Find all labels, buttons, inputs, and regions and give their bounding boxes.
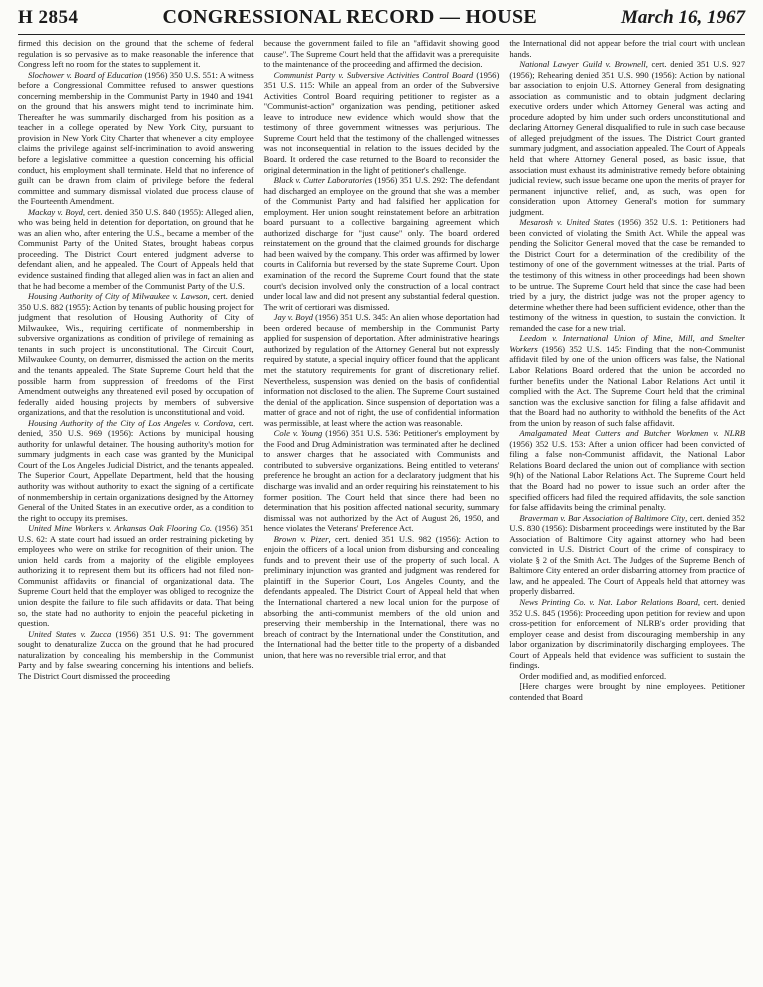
paragraph-text: , cert. denied 352 U.S. 845 (1956): Proceeding upon petition for review and upon cross-petition for enforcement of NLRB's order providing that employer cease and desist from discouraging membership in any labor organization by discriminatorily discharging employees. The Court of Appeals held that evidence was sufficient to sustain the findings. [509,596,745,671]
case-name: Housing Authority of the City of Los Angeles v. Cordova [28,417,234,428]
paragraph-text: (1956) 351 U.S. 62: A state court had issued an order restraining picketing by employees who were on strike for recognition of their union. The union held cards from a majority of the eligible employees authorizing it to represent them but its officers had not filed non-Communist affidavits or financial of organizational data. The Supreme Court held that the employer was obliged to recognize the union despite the failure to file such affidavits or data. That being so, the state had no authority to enjoin the peaceful picketing in question. [18,523,254,629]
paragraph [509,59,745,217]
paragraph-text: , cert. denied 352 U.S. 830 (1956): Disbarment proceedings were instituted by the Bar Association of Baltimore City against attorney who had been convicted in U.S. District Court of the crime of conspiracy to violate § 2 of the Smith Act. The Judges of the Supreme Bench of Baltimore City entered an order disbarring attorney from practice of law, and he appealed. The Court of Appeals held that attorney was properly disbarred. [509,512,745,597]
paragraph-text: (1956) 351 U.S. 536: Petitioner's employment by the Food and Drug Administration was terminated after he declined to answer charges that he associated with Communists and contributed to subversive organizations. Being entitled to veterans' preference he brought an action for a declaratory judgment that his discharge was invalid and an order requiring his reinstatement to his former position. The Court held that since there had been no determination that his position affected national security, summary dismissal was not authorized by the Act of August 26, 1950, and hence violates the Veterans' Preference Act. [263,428,500,534]
case-name: United States v. Zucca [28,628,112,639]
page-header [18,6,745,35]
paragraph-text: (1956) 352 U.S. 145: Finding that the non-Communist affidavit filed by one of the union officers was false, the National Labor Relations Board ordered that the union be accorded no further benefits under the National Labor Relations Act until it complied with the Act. The Supreme Court held that the criminal sanction was the exclusive sanction for filing a false affidavit and that the Board had no authority to withhold the benefits of the Act from the union by reason of such false affidavit. [509,343,745,428]
case-name: Leedom v. International Union of Mine, Mill, and Smelter Workers [509,333,745,354]
page-number: H 2854 [18,7,79,28]
paragraph [264,312,500,428]
paragraph-text: (1956) 352 U.S. 153: After a union officer had been convicted of filing a false non-Communist affidavit, the National Labor Relations Board declared the union out of compliance with section 9(h) of the National Labor Relations Act. The Supreme Court held that the Board had no power to issue such an order after the specified officers had filed the required affidavits, the sole sanction for false affidavits being the criminal penalty. [509,438,745,513]
case-name: Brown v. Pizer [273,533,329,544]
paragraph-text: the International did not appear before the trial court with unclean hands. [509,38,745,59]
paragraph-text: , cert. denied, 350 U.S. 969 (1956): Actions by municipal housing authority for unlawful detainer. The housing authority's motion for summary judgments in each case was granted by the Municipal Court of the Los Angeles Judicial District, and the tenants appealed. The Superior Court, Appellate Department, held that the housing authority was without authority to exact the signing of a certificate of nonmembership in certain organizations designed by the Attorney General of the United States in an executive order, as a condition to the right to occupy its premises. [18,417,254,523]
paragraph-text: firmed this decision on the ground that the scheme of federal regulation is so pervasive as to make reasonable the inference that Congress left no room for the states to supplement it. [18,38,254,70]
paragraph-text: Order modified and, as modified enforced. [519,670,667,681]
column-2 [264,38,500,980]
paragraph [18,207,254,291]
case-name: Communist Party v. Subversive Activities Control Board [273,69,474,80]
paragraph-text: (1956) 351 U.S. 292: The defendant had discharged an employee on the ground that she was a member of the Communist Party and had falsified her application for employment. Her union sought reinstatement before an arbitration board pursuant to a collective bargaining agreement which authorized discharge for "just cause" only. The board ordered reinstatement on the ground that the claimed grounds for discharge had been waived by the company. This order was affirmed by lower courts in California but reversed by the state Supreme Court. Upon examination of the record the Supreme Court found that the state court's decision involved only the construction of a local contract under local law and did not present any substantial federal question. The writ of certiorari was dismissed. [263,175,500,312]
case-name: Mackay v. Boyd [28,206,83,217]
paragraph [18,291,254,418]
paragraph [509,671,745,682]
paragraph [264,175,500,312]
publication-date: March 16, 1967 [620,7,745,28]
paragraph [509,597,745,671]
paragraph-text: because the government failed to file an "affidavit showing good cause". The Supreme Court held that the affidavit was a prerequisite to the maintenance of the proceeding and affirmed the decision. [263,38,500,70]
paragraph [264,534,500,661]
paragraph [18,38,254,70]
case-name: News Printing Co. v. Nat. Labor Relations Board [519,596,698,607]
case-name: Cole v. Young [273,428,323,439]
case-name: Amalgamated Meat Cutters and Butcher Workmen v. NLRB [519,428,745,439]
paragraph [264,428,500,533]
paragraph [18,629,254,682]
text-columns [18,38,745,980]
case-name: Mesarosh v. United States [519,217,615,228]
paragraph [264,70,500,175]
case-name: Jay v. Boyd [273,312,313,323]
case-name: Housing Authority of City of Milwaukee v. Lawson [28,291,208,302]
paragraph [509,38,745,59]
case-name: Slochower v. Board of Education [28,69,143,80]
case-name: National Lawyer Guild v. Brownell [519,59,646,70]
paragraph-text: [Here charges were brought by nine employees. Petitioner contended that Board [509,681,745,702]
paragraph [18,523,254,628]
column-1 [18,38,254,980]
paragraph-text: , cert. denied 350 U.S. 840 (1955): Alleged alien, who was being held in detention for deportation, on ground that he was an alien who, after entering the U.S., became a member of the Communist Party of the United States, brought habeas corpus proceeding. The District Court entered judgment adverse to defendant alien, and he appealed. The Court of Appeals held that evidence sustained finding that alleged alien was in fact an alien and that he had become a member of the Communist Party of the U.S. [18,206,254,291]
paragraph-text: (1956) 351 U.S. 91: The government sought to denaturalize Zucca on the ground that he had procured naturalization by concealing his membership in the Communist Party and by false swearing concerning his intentions and beliefs. The District Court dismissed the proceeding [18,628,254,681]
paragraph [264,38,500,70]
paragraph-text: , cert. denied 350 U.S. 882 (1955): Action by tenants of public housing project for judgment that resolution of Housing Authority of City of Milwaukee, Wis., requiring certificate of nonmembership in subversive organizations as condition of privilege of remaining as tenants in such project is unconstitutional. The Circuit Court, Milwaukee County, on demurrer, dismissed the action on the merits and the tenants appealed. The State Supreme Court held that the possible harm from suppression of freedoms of the First Amendment outweighs any threatened evil posed by occupation of federally aided housing projects by members of subversive organizations, and that the resolution is unconstitutional and void. [18,291,254,418]
paragraph [509,513,745,597]
paragraph-text: (1956) 351 U.S. 345: An alien whose deportation had been ordered because of membership in the Communist Party applied for suspension of deportation. After administrative hearings authorized by regulation of the Attorney General but not expressly required by statute, a special inquiry officer found that the applicant met the statutory requirements for grant of discretionary relief. Nevertheless, suspension was denied on the basis of confidential information not disclosed to the alien. The Supreme Court sustained the denial of the application. Since suspension of deportation was a matter of grace and not of right, the use of confidential information was permissible, at least where the action was reasonable. [263,312,500,428]
paragraph-text: , cert. denied 351 U.S. 927 (1956); Rehearing denied 351 U.S. 990 (1956): Action by national bar association to enjoin U.S. Attorney General from designating association as communistic and to obtain judgment declaring executive orders under which Attorney General was acting and procedure adopted by him under such orders unconstitutional and declaring Attorney General disqualified to rule in such case because of alleged prejudgment of the issues. The District Court granted summary judgment, and association appealed. The Court of Appeals held that where Attorney General posed, as basic issue, that association must exhaust its administrative remedy before obtaining judicial review, such issue became one upon the merits of prayer for permanent injunctive relief, and, as such, was open for consideration upon Attorney General's motion for summary judgment. [509,59,745,217]
paragraph [509,217,745,333]
paragraph [18,70,254,207]
case-name: Braverman v. Bar Association of Baltimore City [519,512,686,523]
paragraph-text: (1956) 350 U.S. 551: A witness before a Congressional Committee refused to answer questions concerning membership in the Communist Party in 1940 and 1941 on the ground that his answers might tend to incriminate him. Thereafter he was summarily discharged from his position as a teacher in a college operated by New York City, pursuant to provision in New York City Charter that whenever a city employee claims the privilege against self-incrimination to avoid answering before a legislative committee a question concerning his official conduct, his employment shall terminate. Held that no inference of guilt can be drawn from claim of privilege before the federal committee and summary dismissal violated due process clause of the Fourteenth Amendment. [18,69,254,207]
paragraph-text: , cert. denied 351 U.S. 982 (1956): Action to enjoin the officers of a local union from disbursing and concealing funds and to prevent their use of the property of such local. A preliminary injunction was granted and judgment was rendered for plaintiff in the Superior Court, Los Angeles County, and the defendants appealed. The District Court of Appeal held that when the International chartered a new local union for the purpose of absorbing the anti-communist members of the old union and preserving their membership in the International, there was no breach of contract by the International under the Constitution, and the International had the better title to the property of a disbanded union, that here was no reversible trial error, and that [263,533,500,660]
case-name: Black v. Cutter Laboratories [273,175,373,186]
paragraph-text: (1956) 352 U.S. 1: Petitioners had been convicted of violating the Smith Act. While the appeal was pending the Solicitor General moved that the case be remanded to the District Court for a determination of the credibility of the testimony of one of the government witnesses at the trial. Parts of the testimony of this witness in other proceedings had been shown to be untrue. The Supreme Court held that since the case had been tried by a jury, the district judge was not the proper agency to determine whether there had been sufficient evidence, other than the testimony of the witness in question, to sustain the conviction. It remanded the case for a new trial. [509,217,745,333]
paragraph [509,333,745,428]
paragraph [18,418,254,523]
paragraph [509,428,745,512]
column-3 [509,38,745,980]
paragraph-text: (1956) 351 U.S. 115: While an appeal from an order of the Subversive Activities Control Board requiring petitioner to register as a "Communist-action" organization was pending, petitioner asked leave to introduce new evidence which would show that the testimony of three government witnesses was perjurious. The Supreme Court held that the testimony of the challenged witnesses was not inconsequential in relation to the issues decided by the Board. It ordered the case returned to the Board to reconsider the original determination in the light of petitioner's challenge. [263,69,500,175]
case-name: United Mine Workers v. Arkansas Oak Flooring Co. [28,523,213,534]
publication-title: CONGRESSIONAL RECORD — HOUSE [162,6,538,28]
paragraph [509,681,745,702]
